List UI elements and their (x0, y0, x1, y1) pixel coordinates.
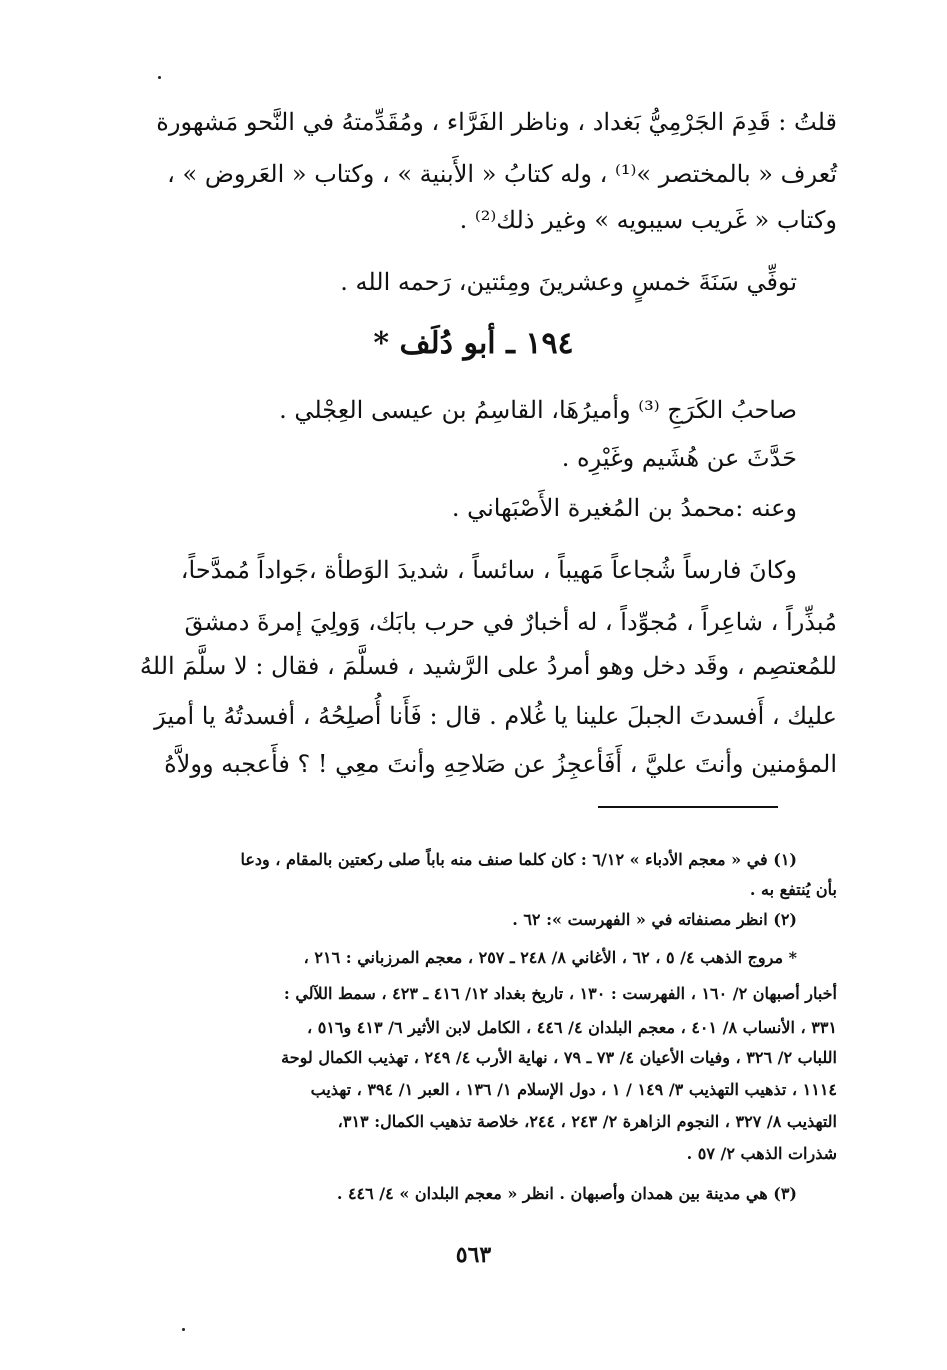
footnote-line: شذرات الذهب ٢/ ٥٧ . (686, 1144, 837, 1163)
page-number: ٥٦٣ (455, 1242, 492, 1268)
footnote-line: (٣) هي مدينة بين همدان وأصبهان . انظر « معجم البلدان » ٤/ ٤٤٦ . (336, 1184, 797, 1203)
footnote-line: أخبار أصبهان ٢/ ١٦٠ ، الفهرست : ١٣٠ ، تاريخ بغداد ١٢/ ٤١٦ ـ ٤٢٣ ، سمط اللآلي : (283, 984, 837, 1003)
death-line: توفِّي سَنَةَ خمسٍ وعشرينَ ومِئتين، رَحمه الله . (340, 268, 797, 296)
text-line: عليك ، أَفسدتَ الجبلَ علينا يا غُلام . قال : فَأَنا أُصلِحُهُ ، أفسدتُهُ يا أميرَ (154, 702, 837, 730)
bio-line: وعنه :محمدُ بن المُغيرة الأَصْبَهاني . (451, 494, 797, 522)
footnote-line: ٣٣١ ، الأنساب ٨/ ٤٠١ ، معجم البلدان ٤/ ٤٤٦ ، الكامل لابن الأثير ٦/ ٤١٣ و٥١٦ ، (306, 1018, 837, 1037)
text-line: تُعرف « بالمختصر »⁽¹⁾ ، وله كتابُ « الأَبنية » ، وكتاب « العَروض » ، (167, 160, 837, 188)
footnote-line: * مروج الذهب ٤/ ٥ ، ٦٢ ، الأغاني ٨/ ٢٤٨ ـ ٢٥٧ ، معجم المرزباني : ٢١٦ ، (303, 948, 797, 967)
text-line: مُبذِّراً ، شاعِراً ، مُجوِّداً ، له أخبارٌ في حرب بابَك، وَولِيَ إمرةَ دمشقَ (184, 608, 837, 636)
text-line: وكتاب « غَريب سيبويه » وغير ذلك⁽²⁾ . (459, 206, 837, 234)
text-line: للمُعتصِم ، وقَد دخل وهو أمردُ على الرَّشيد ، فسلَّمَ ، فقال : لا سلَّمَ اللهُ (139, 652, 837, 680)
text-line: وكانَ فارساً شُجاعاً مَهيباً ، سائساً ، شديدَ الوَطأة ،جَواداً مُمدَّحاً، (180, 556, 797, 584)
speck-mark (158, 76, 161, 79)
footnote-line: ١١١٤ ، تذهيب التهذيب ٣/ ١٤٩ / ١ ، دول الإسلام ١/ ١٣٦ ، العبر ١/ ٣٩٤ ، تهذيب (310, 1080, 837, 1099)
entry-heading: ١٩٤ ـ أبو دُلَف * (373, 326, 574, 361)
footnote-separator (598, 806, 778, 808)
text-line: قلتُ : قَدِمَ الجَرْمِيُّ بَغداد ، وناظر الفَرَّاء ، ومُقَدِّمتهُ في النَّحو مَشهورة (156, 108, 837, 136)
footnote-line: (١) في « معجم الأدباء » ٦/١٢ : كان كلما صنف منه باباً صلى ركعتين بالمقام ، ودعا (240, 850, 797, 869)
footnote-line: التهذيب ٨/ ٣٢٧ ، النجوم الزاهرة ٢/ ٢٤٣ ، ٢٤٤، خلاصة تذهيب الكمال: ٣١٣، (337, 1112, 837, 1131)
bio-line: صاحبُ الكَرَجِ ⁽³⁾ وأميرُهَا، القاسِمُ بن عيسى العِجْلي . (279, 396, 797, 424)
text-line: المؤمنين وأنتَ عليَّ ، أَفَأعجِزُ عن صَلاحِهِ وأنتَ معِي ! ؟ فأَعجبه وولاَّهُ (164, 750, 837, 778)
footnote-line: اللباب ٢/ ٣٢٦ ، وفيات الأعيان ٤/ ٧٣ ـ ٧٩ ، نهاية الأرب ٤/ ٢٤٩ ، تهذيب الكمال لوحة (281, 1048, 837, 1067)
footnote-line: بأن يُنتفع به . (749, 880, 837, 899)
bio-line: حَدَّثَ عن هُشَيم وغَيْرِه . (561, 444, 797, 472)
footnote-line: (٢) انظر مصنفاته في « الفهرست »: ٦٢ . (512, 910, 797, 929)
speck-mark (182, 1328, 185, 1331)
